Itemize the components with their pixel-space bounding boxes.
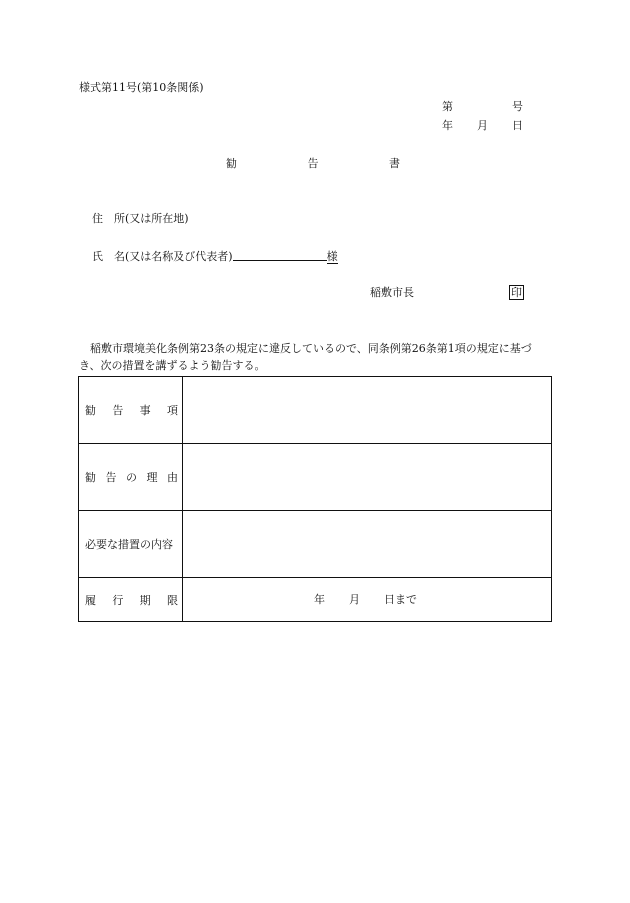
title-char: 勧	[226, 157, 237, 170]
seal-mark	[509, 285, 524, 300]
body-text-line-1: 稲敷市環境美化条例第23条の規定に違反しているので、同条例第26条第1項の規定に基づ	[90, 342, 532, 355]
document-number	[442, 100, 522, 114]
form-number: 様式第11号(第10条関係)	[79, 81, 204, 94]
recommendation-items-field[interactable]	[183, 377, 552, 444]
name-label	[92, 249, 338, 264]
row-label: 必要な措置の内容	[79, 511, 183, 578]
name-label-1: 氏	[92, 250, 103, 263]
document-title	[226, 157, 400, 171]
issue-date	[442, 119, 522, 133]
table-row	[79, 511, 552, 578]
seal-stamp: 印	[511, 286, 522, 299]
table-row	[79, 578, 552, 622]
address-label	[92, 212, 189, 226]
row-label: 勧 告 の 理 由	[79, 444, 183, 511]
name-honorific: 様	[326, 250, 338, 263]
title-char: 書	[389, 157, 400, 170]
name-label-2: 名(又は名称及び代表者)	[114, 250, 233, 263]
address-label-1: 住	[92, 212, 103, 225]
recommendation-table	[78, 376, 552, 622]
table-row	[79, 377, 552, 444]
issuer-title: 稲敷市長	[370, 286, 414, 299]
date-day: 日	[512, 119, 523, 132]
deadline-field[interactable]	[183, 578, 552, 622]
recommendation-reason-field[interactable]	[183, 444, 552, 511]
doc-number-prefix: 第	[442, 100, 453, 113]
address-label-2: 所(又は所在地)	[114, 212, 189, 225]
name-blank-line	[233, 249, 327, 261]
row-label: 勧 告 事 項	[79, 377, 183, 444]
row-label: 履 行 期 限	[79, 578, 183, 622]
deadline-date: 年 月 日まで	[314, 593, 417, 606]
title-char: 告	[307, 157, 319, 170]
doc-number-suffix: 号	[512, 100, 523, 113]
table-row	[79, 444, 552, 511]
body-text-line-2: き、次の措置を講ずるよう勧告する。	[79, 359, 266, 372]
date-year: 年	[442, 119, 453, 132]
required-measures-field[interactable]	[183, 511, 552, 578]
date-month: 月	[477, 119, 488, 132]
